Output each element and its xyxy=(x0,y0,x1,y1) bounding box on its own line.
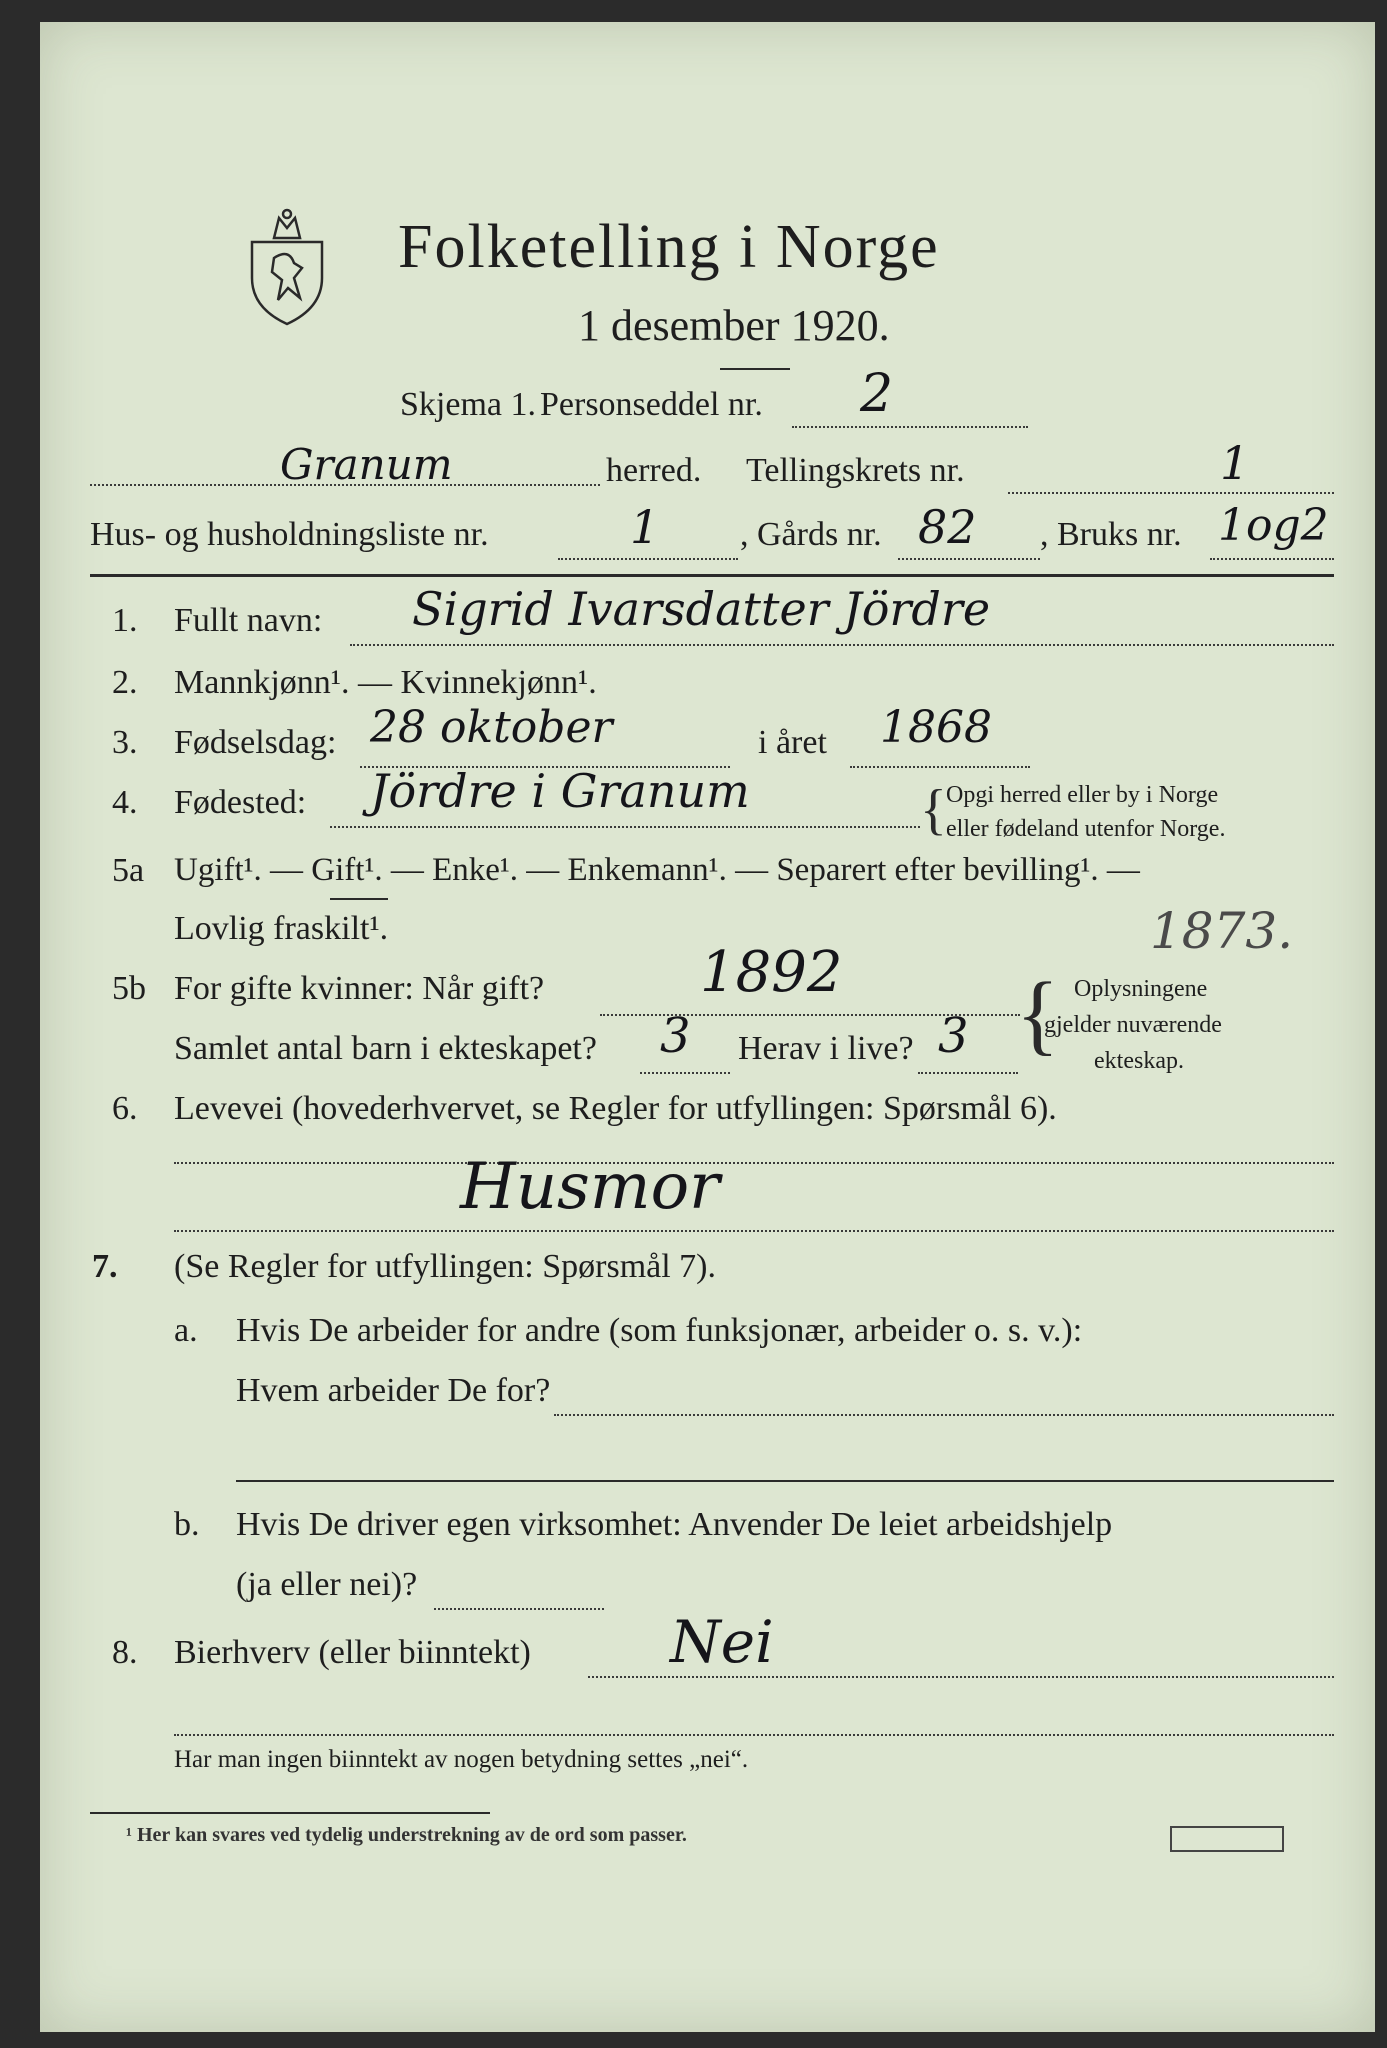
q3-label: Fødselsdag: xyxy=(174,724,337,761)
q4-note-2: eller fødeland utenfor Norge. xyxy=(946,816,1226,842)
q5a-label: Ugift¹. — Gift¹. — Enke¹. — Enkemann¹. — Separert efter bevilling¹. — xyxy=(174,852,1140,888)
q4-number: 4. xyxy=(112,784,138,821)
q8-line-2 xyxy=(174,1734,1334,1736)
gards-line xyxy=(898,558,1040,560)
hus-label: Hus- og husholdningsliste nr. xyxy=(90,516,489,553)
footnote: ¹ Her kan svares ved tydelig understrekning av de ord som passer. xyxy=(126,1824,687,1846)
footer-note: Har man ingen biinntekt av nogen betydning settes „nei“. xyxy=(174,1746,749,1773)
q2-label: Mannkjønn¹. — Kvinnekjønn¹. xyxy=(174,664,597,701)
q8-line-1 xyxy=(588,1676,1334,1678)
q6-label: Levevei (hovederhvervet, se Regler for utfyllingen: Spørsmål 6). xyxy=(174,1090,1057,1127)
hus-value: 1 xyxy=(630,500,660,554)
q4-note-1: Opgi herred eller by i Norge xyxy=(946,782,1219,808)
q3-number: 3. xyxy=(112,724,138,761)
q7a-line-1 xyxy=(554,1414,1334,1416)
q5a-number: 5a xyxy=(112,852,145,889)
q5b-number: 5b xyxy=(112,970,146,1007)
q5b-value: 1892 xyxy=(700,940,843,1005)
tellingskrets-value: 1 xyxy=(1220,436,1250,490)
header-rule xyxy=(90,574,1334,577)
hus-line xyxy=(558,558,738,560)
footnote-rule xyxy=(90,1812,490,1814)
q3-value: 28 oktober xyxy=(370,702,613,753)
bruks-value: 1og2 xyxy=(1218,500,1329,551)
q7a-number: a. xyxy=(174,1312,198,1349)
q3-year-value: 1868 xyxy=(880,702,992,753)
bruks-line xyxy=(1210,558,1334,560)
q7b-label-2: (ja eller nei)? xyxy=(236,1566,418,1603)
tellingskrets-label: Tellingskrets nr. xyxy=(746,452,965,489)
q4-value: Jördre i Granum xyxy=(370,764,750,818)
q3-year-line xyxy=(850,766,1030,768)
q8-value: Nei xyxy=(670,1608,774,1676)
q5b-note-2: gjelder nuværende xyxy=(1044,1012,1222,1038)
q7a-label-2: Hvem arbeider De for? xyxy=(236,1372,551,1409)
q5b-children-value: 3 xyxy=(660,1008,691,1064)
coat-of-arms-icon xyxy=(244,208,330,328)
form-date: 1 desember 1920. xyxy=(578,301,890,350)
q1-label: Fullt navn: xyxy=(174,602,323,639)
q5b-children-label: Samlet antal barn i ekteskapet? xyxy=(174,1030,597,1067)
census-form-sheet xyxy=(40,22,1375,2032)
q5b-alive-value: 3 xyxy=(938,1008,969,1064)
tellingskrets-line xyxy=(1008,492,1334,494)
q5b-note-3: ekteskap. xyxy=(1094,1048,1184,1074)
q5b-alive-line xyxy=(918,1072,1018,1074)
q7-label: (Se Regler for utfyllingen: Spørsmål 7). xyxy=(174,1248,717,1285)
herred-label: herred. xyxy=(606,452,702,489)
q7-number: 7. xyxy=(92,1248,118,1285)
q6-value: Husmor xyxy=(460,1150,720,1224)
q5b-note-1: Oplysningene xyxy=(1074,976,1208,1002)
title-divider xyxy=(720,368,790,370)
gift-underline xyxy=(330,898,388,900)
q7b-line xyxy=(434,1608,604,1610)
q5b-alive-label: Herav i live? xyxy=(738,1030,914,1067)
q4-label: Fødested: xyxy=(174,784,307,821)
q6-line-1 xyxy=(174,1162,1334,1164)
skjema-label: Skjema 1. xyxy=(400,386,536,423)
personseddel-line xyxy=(792,426,1028,428)
form-title: Folketelling i Norge xyxy=(398,213,940,281)
q1-line xyxy=(350,644,1334,646)
personseddel-label: Personseddel nr. xyxy=(540,386,763,423)
q5b-brace: { xyxy=(1016,965,1060,1064)
q7a-line-2 xyxy=(236,1480,1334,1482)
q5a-margin-note: 1873. xyxy=(1150,902,1294,960)
q4-line xyxy=(330,826,920,828)
q3-year-label: i året xyxy=(758,724,827,761)
q1-value: Sigrid Ivarsdatter Jördre xyxy=(412,582,991,636)
q2-number: 2. xyxy=(112,664,138,701)
q8-label: Bierhverv (eller biinntekt) xyxy=(174,1634,531,1671)
q6-number: 6. xyxy=(112,1090,138,1127)
printer-stamp-icon xyxy=(1170,1826,1284,1852)
q4-brace: { xyxy=(920,779,947,841)
q8-number: 8. xyxy=(112,1634,138,1671)
bruks-label: , Bruks nr. xyxy=(1040,516,1182,553)
q5b-children-line xyxy=(640,1072,730,1074)
q5a-label-2: Lovlig fraskilt¹. xyxy=(174,910,389,947)
q7b-label: Hvis De driver egen virksomhet: Anvender De leiet arbeidshjelp xyxy=(236,1506,1113,1543)
q1-number: 1. xyxy=(112,602,138,639)
q6-line-2 xyxy=(174,1230,1334,1232)
q7b-number: b. xyxy=(174,1506,200,1543)
q5b-label: For gifte kvinner: Når gift? xyxy=(174,970,545,1007)
personseddel-value: 2 xyxy=(860,364,894,424)
herred-value: Granum xyxy=(280,440,453,489)
gards-label: , Gårds nr. xyxy=(740,516,882,553)
q7a-label: Hvis De arbeider for andre (som funksjonær, arbeider o. s. v.): xyxy=(236,1312,1083,1349)
gards-value: 82 xyxy=(918,500,977,554)
